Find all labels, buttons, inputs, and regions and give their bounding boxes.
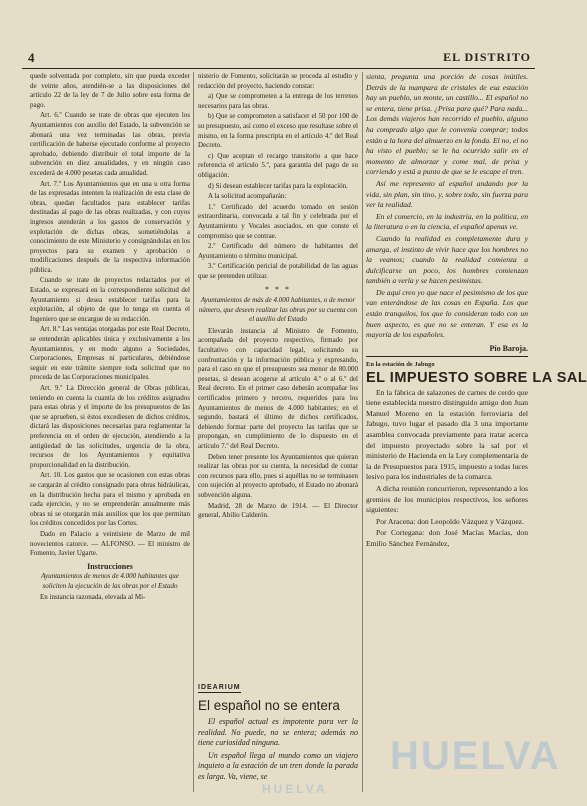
paragraph: a) Que se comprometen a la entrega de los terrenos necesarios para las obras. (198, 92, 358, 110)
paragraph: Un español llega al mundo como un viajero inquieto a la estación de un tren donde la parada es larga. Va, viene, se (198, 750, 358, 781)
paragraph: Cuando la realidad es completamente dura y amarga, el instinto de vivir hace que los hombres no la veamos; cuando la realidad comienza a dulcificarse un poco, los hombres comienzan también a verla y se hacen pesimistas. (366, 233, 528, 286)
page-header (22, 50, 535, 69)
column-divider (193, 72, 194, 792)
paragraph: Así me represento al español andando por la vida, sin plan, sin tino, y, sobre todo, sin fuerza para ver la realidad. (366, 178, 528, 210)
archive-stamp: HUELVA (390, 734, 561, 778)
paragraph: Art. 10. Los gastos que se ocasionen con estas obras se cargarán al crédito consignado para obras hidráulicas, en la distribución hecha para el mismo y aprobada en cada ejercicio, y no se emprenderán anualmente más obras ni se otorgarán más auxilios que los que permitan los créditos concedidos por las Cortes. (30, 471, 190, 528)
section-subheading: Ayuntamientos de más de 4.000 habitantes, o de menor número, que deseen realizar las obras por su cuenta con el auxilio del Estado (198, 296, 358, 324)
paragraph: Deben tener presente los Ayuntamientos que quieran realizar las obras por su cuenta, la necesidad de contar con recursos para ello, pues si aquéllas no se terminasen con sujeción al proyecto aprobado, el Estado no abonará subvención alguna. (198, 452, 358, 499)
paragraph: De aquí creo yo que nace el pesimismo de los que van enterándose de las cosas en España. Los que están tranquilos, los que lo consideran todo con un buen aspecto, es que no se enteran. Y esa es la mayoría de los españoles. (366, 287, 528, 340)
paragraph: A la solicitud acompañarán: (208, 192, 287, 201)
article-headline: EL IMPUESTO SOBRE LA SAL (366, 370, 587, 387)
paragraph: El español actual es impotente para ver la realidad. No puede, no se entera; además no tiene curiosidad ninguna. (198, 717, 358, 748)
paragraph: Madrid, 28 de Marzo de 1914. — El Director general, Abilio Calderón. (198, 501, 358, 520)
paragraph: 2.º Certificado del número de habitantes del Ayuntamiento o término municipal. (198, 242, 358, 260)
column-1 (30, 72, 190, 794)
paragraph: En la fábrica de salazones de carnes de cerdo que tiene establecida nuestro distinguido amigo don Juan Manuel Moreno en la estación ferroviaria del Jabugo, tuvo lugar el pasado día 3 una importante asamblea convocada previamente para tratar acerca del impuesto proyectado sobre la sal por el ministerio de Hacienda en la Ley complementaria de la de Presupuestos para 1915, impuesto a todas luces lesivo para los industriales de la comarca. (366, 387, 528, 482)
paragraph: Por Aracena: don Leopoldo Vázquez y Vázquez. (376, 516, 524, 526)
page-number: 4 (28, 50, 35, 65)
section-heading: Instrucciones (87, 561, 133, 571)
idearium-title: El español no se entera (198, 698, 340, 713)
paragraph: En instancia razonada, elevada al Mi- (40, 593, 146, 602)
section-subheading: Ayuntamientos de menos de 4.000 habitantes que soliciten la ejecución de las obras por el Estado (41, 572, 179, 590)
paragraph: 1.º Certificado del acuerdo tomado en sesión extraordinaria, convocada a tal fin y celebrada por el Ayuntamiento y Vocales asociados, en que conste el compromiso que se contrae. (198, 202, 358, 240)
paragraph: Art. 8.º Las ventajas otorgadas por este Real Decreto, se entenderán aplicables única y exclusivamente a los Ayuntamientos, y en modo alguno a Sociedades, Corporaciones, Empresas ni particulares, debiéndose seguir en este trámite siempre toda solicitud que no proceda de las Corporaciones municipales. (30, 325, 190, 382)
paragraph: c) Que aceptan el recargo transitorio a que hace referencia el artículo 5.º, para garantía del pago de su obligación. (198, 151, 358, 179)
column-3 (366, 72, 587, 794)
divider (366, 356, 528, 357)
paragraph: Dado en Palacio a veintisiete de Marzo de mil novecientos catorce. — ALFONSO. — El ministro de Fomento, Javier Ugarte. (30, 529, 190, 558)
paragraph: nisterio de Fomento, solicitarán se proceda al estudio y redacción del proyecto, haciendo constar: (198, 72, 358, 90)
paragraph: quede solventada por completo, sin que pueda exceder de veinte años, atendién-se a las disposiciones del artículo 22 de la ley de 7 de Julio sobre esta forma de pago. (30, 72, 190, 109)
paragraph: Art. 6.º Cuando se trate de obras que ejecuten los Ayuntamientos con auxilio del Estado, la subvención se abonará una vez terminadas las obras, previa certificación de haberse ejecutado conforme al proyecto aprobado, debiendo distribuir el total importe de la subvención en diez anualidades, y en ningún caso excederá de 4.000 pesetas cada anualidad. (30, 111, 190, 177)
masthead: EL DISTRITO (443, 50, 531, 64)
paragraph: Cuando se trate de proyectos redactados por el Estado, se expresará en la correspondiente solicitud del Ayuntamiento si desea establecer tarifas para la explotación, al objeto de que lo tenga en cuenta el Ingeniero que se encargue de su redacción. (30, 276, 190, 323)
column-divider (362, 72, 363, 792)
archive-stamp-small: HUELVA (262, 782, 328, 796)
paragraph: Art. 7.º Los Ayuntamientos que en una u otra forma de las expresadas intenten la realización de esta clase de obras, quedan facultados para establecer tarifas destinadas al pago de las obras realizadas, y con cuyos ingresos atenderán a los gastos de conservación y explotación de dichas obras, sometiéndolas a conocimiento de este Ministerio y consignándolas en los proyectos para su examen y aprobación o modificaciones después de la respectiva información pública. (30, 179, 190, 274)
section-separator: * * * (265, 285, 291, 295)
paragraph: En el comercio, en la industria, en la política, en la literatura o en la ciencia, el español apenas ve. (366, 211, 528, 232)
paragraph: d) Si desean establecer tarifas para la explotación. (208, 181, 348, 190)
paragraph: Elevarán instancia al Ministro de Fomento, acompañada del proyecto respectivo, firmado por facultativo con capacidad legal, solicitando su confrontación y la información pública y expresando, para el caso en que el presupuesto sea menor de 80.000 pesetas, si desean acogerse al artículo 4.º o al 6.º del Real decreto. En el primer caso deberán acompañar los certificados primero y tercero, requeridos para los Ayuntamientos de menos de 4.000 habitantes; en el segundo, bastará el último de dichos certificados, debiendo formar parte del proyecto las tarifas que se propongan, en cumplimiento de lo dispuesto en el artículo 7.º del Real Decreto. (198, 326, 358, 450)
paragraph: Art. 9.º La Dirección general de Obras públicas, teniendo en cuenta la cuantía de los créditos asignados para estas obras y el importe de los presupuestos de las que se aprueben, si éstos excediesen de dichos créditos, dictará las disposiciones necesarias para reglamentar la preferencia en el orden de ejecución, atendiendo a la antigüedad de las solicitudes, urgencia de la obra, recursos de los Ayuntamientos y equitativa proporcionalidad en la distribución. (30, 384, 190, 469)
paragraph: Por Cortegana: don José Macías Macías, don Emilio Sánchez Fernández, (366, 528, 528, 548)
article-kicker: En la estación de Jabugo (366, 361, 435, 369)
paragraph: b) Que se comprometen a satisfacer el 50 por 100 de su presupuesto, así como el exceso que resultase sobre el mismo, en la forma prescripta en el artículo 4.º del Real Decreto. (198, 112, 358, 150)
paragraph: A dicha reunión concurrieron, representando a los gremios de los municipios respectivos, los señores siguientes: (366, 483, 528, 515)
paragraph: 3.º Certificación pericial de potabilidad de las aguas que se pretenden utilizar. (198, 262, 358, 280)
idearium-tag: IDEARIUM (198, 684, 241, 691)
author-signature: Pío Baroja. (489, 343, 528, 353)
paragraph: sienta, pregunta una porción de cosas inútiles. Detrás de la mampara de cristales de esa estación hay un pueblo, un monte, un castillo... El español no se entera, tiene prisa. ¿Prisa para qué? Para nada... Los demás viajeros han recorrido el pueblo, alguno ha comprado algo que le convenía comprar; todos están a la hora del almuerzo en la fonda. El no, el no ha visto el pueblo; se le ha ocurrido salir en el momento de almorzar y come mal, de prisa y corriendo y está a punto de que se le escape el tren. (366, 72, 528, 177)
